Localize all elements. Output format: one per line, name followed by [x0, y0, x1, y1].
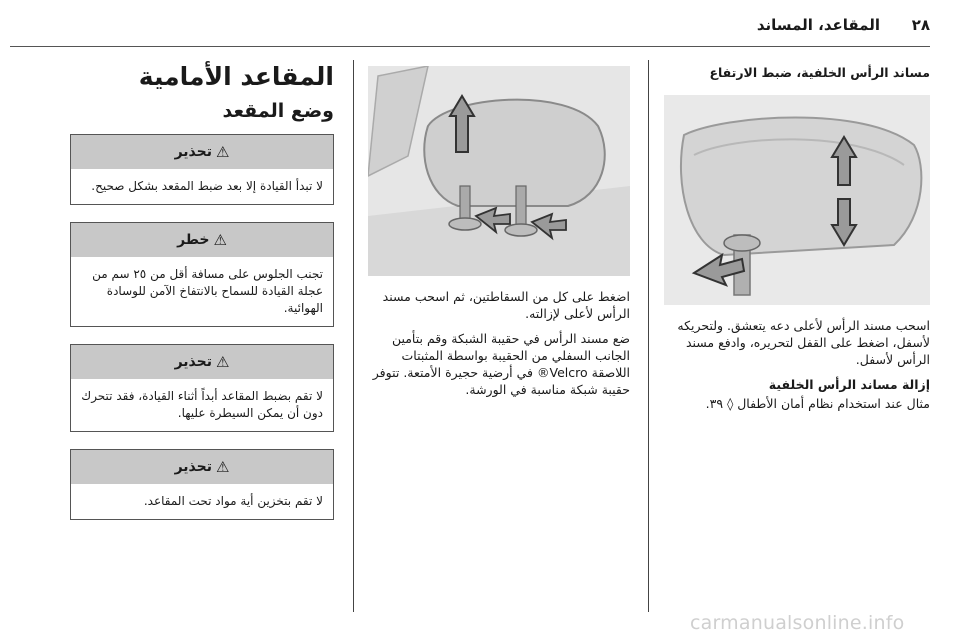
warning-box-text: لا تقم بضبط المقاعد أبداً أثناء القيادة، فقد تتحرك دون أن يمكن السيطرة عليها. [81, 389, 323, 420]
danger-box-label: خطر [177, 232, 210, 248]
column-middle [368, 60, 630, 398]
warning-box-label: تحذير [174, 144, 212, 160]
headrest-photo-illustration [664, 95, 930, 305]
running-title: المقاعد، المساند [756, 16, 880, 34]
column-divider-right [648, 60, 649, 612]
headrest-height-photo [664, 95, 930, 305]
watermark: carmanualsonline.info [690, 612, 905, 634]
warning-box [70, 344, 334, 432]
warning-box-label: تحذير [174, 354, 212, 370]
column-divider-left [353, 60, 354, 612]
warning-box [70, 449, 334, 520]
header-rule [10, 46, 930, 47]
section-subtitle: وضع المقعد [222, 100, 334, 122]
page-number: ٢٨ [911, 16, 930, 34]
warning-box-text: لا تقم بتخزين أية مواد تحت المقاعد. [143, 494, 323, 508]
warning-box-head [71, 135, 333, 169]
headrest-height-paragraph: اسحب مسند الرأس لأعلى دعه يتعشق. ولتحريكه لأسفل، اضغط على القفل لتحريره، وادفع مسند الرأس لأسفل. [677, 318, 930, 367]
warning-box-head [71, 450, 333, 484]
danger-box [70, 222, 334, 327]
headrest-height-heading: مساند الرأس الخلفية، ضبط الارتفاع [709, 65, 930, 80]
warning-box-label: تحذير [174, 459, 212, 475]
headrest-removal-heading: إزالة مساند الرأس الخلفية [768, 377, 930, 392]
warning-triangle-icon: ⚠ [215, 352, 230, 371]
headrest-removal-photo [368, 66, 630, 276]
removal-paragraph-1: اضغط على كل من السقاطتين، ثم اسحب مسند الرأس لأعلى لإزالته. [382, 289, 630, 321]
warning-triangle-icon: ⚠ [215, 457, 230, 476]
headrest-removal-note: مثال عند استخدام نظام أمان الأطفال ◊ ٣٩. [705, 396, 930, 411]
column-right [664, 60, 930, 412]
removal-paragraph-2: ضع مسند الرأس في حقيبة الشبكة وقم بتأمين الجانب السفلي من الحقيبة بواسطة المثبتات اللاصقة Velcro® في أرضية حجيرة الأمتعة. تتوفر حقيبة شبكة مناسبة في الورشة. [372, 331, 630, 397]
warning-box [70, 134, 334, 205]
warning-box-text: لا تبدأ القيادة إلا بعد ضبط المقعد بشكل صحيح. [91, 179, 323, 193]
danger-box-head [71, 223, 333, 257]
page-header [0, 0, 960, 48]
danger-box-text: تجنب الجلوس على مسافة أقل من ٢٥ سم من عجلة القيادة للسماح بالانتفاخ الآمن للوسادة الهوائية. [92, 267, 323, 315]
headrest-removal-illustration [368, 66, 630, 276]
warning-triangle-icon: ⚠ [213, 230, 227, 249]
section-title: المقاعد الأمامية [138, 62, 334, 91]
warning-box-head [71, 345, 333, 379]
column-left [70, 60, 334, 537]
warning-triangle-icon: ⚠ [215, 142, 230, 161]
